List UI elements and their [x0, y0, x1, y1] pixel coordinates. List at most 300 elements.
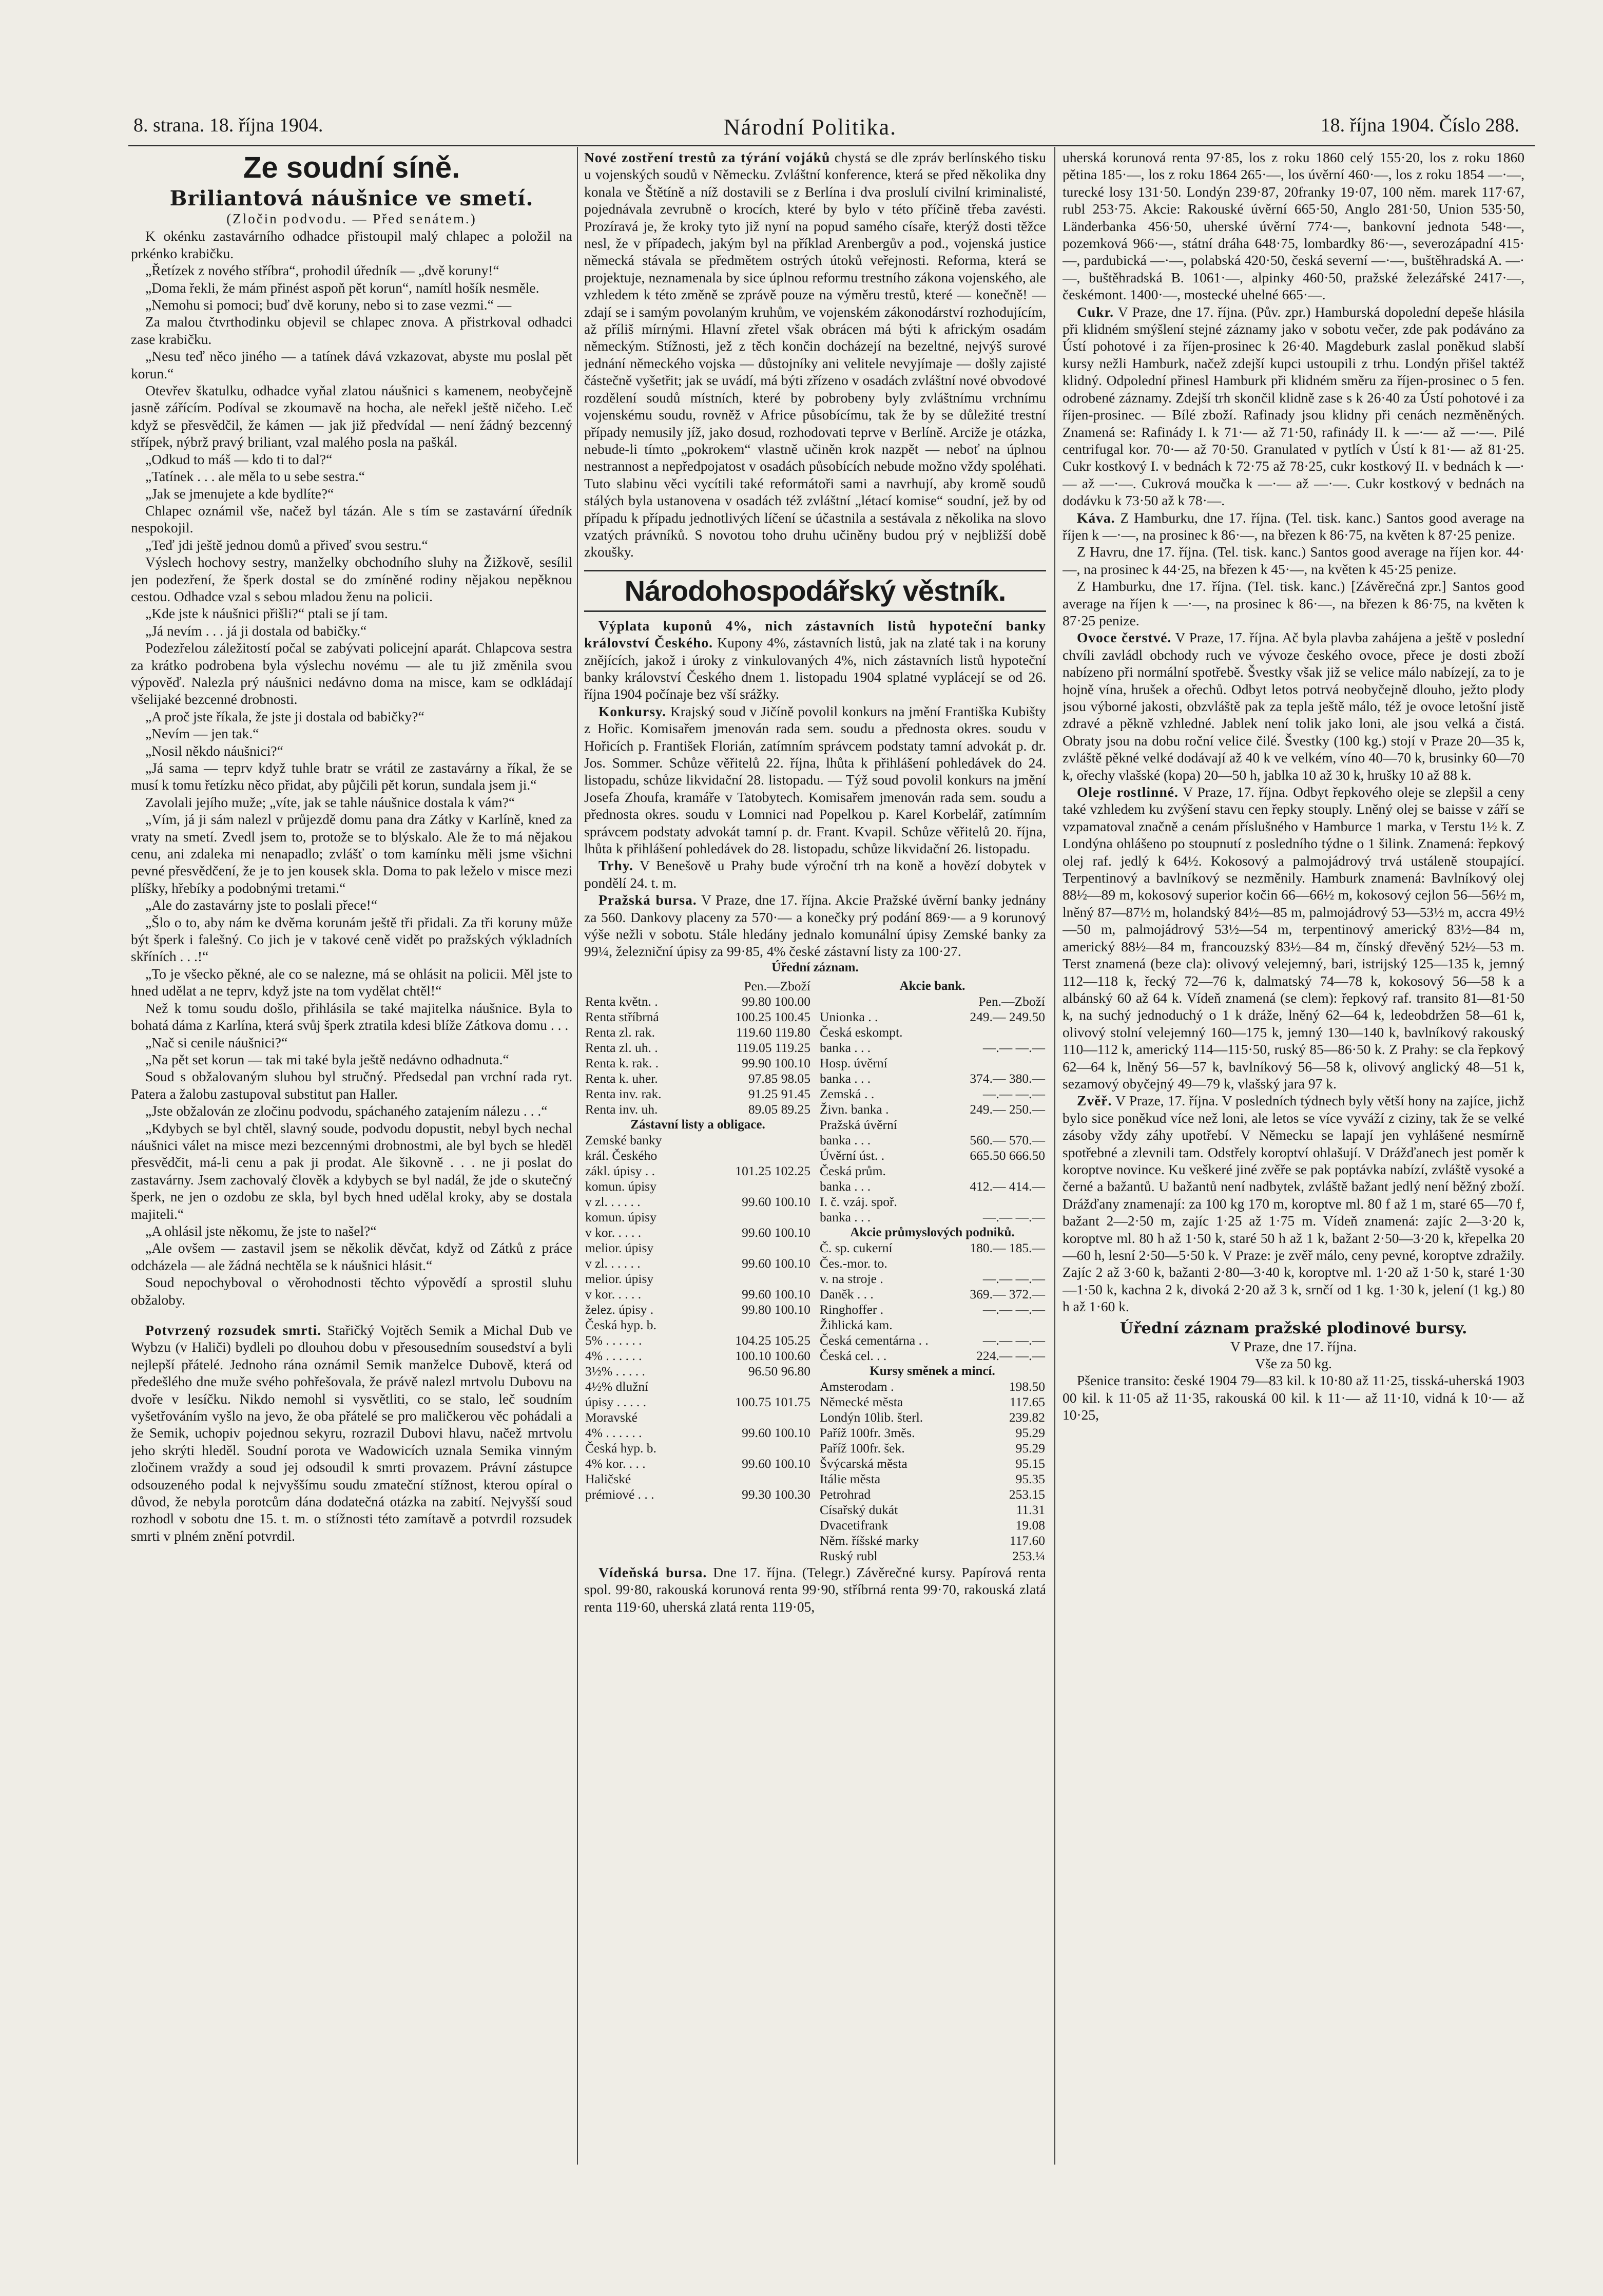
row-label: Itálie města — [820, 1471, 881, 1486]
row-value: 19.08 — [1015, 1517, 1045, 1533]
row-value: 239.82 — [1009, 1409, 1045, 1425]
table-row — [819, 1502, 1046, 1518]
column-markets — [1063, 149, 1524, 2161]
row-value: 249.— 249.50 — [970, 1009, 1045, 1024]
row-value: 560.— 570.— — [970, 1132, 1045, 1147]
row-label: Haličské — [585, 1471, 631, 1486]
table-row — [819, 1410, 1046, 1425]
table-row — [584, 1471, 812, 1487]
table-row — [584, 1009, 812, 1025]
article-paragraph: Soud s obžalovaným sluhou byl stručný. Předsedal pan vrchní rada ryt. Patera a žalobu zastupoval substitut pan Haller. — [131, 1068, 572, 1102]
article-paragraph: Chlapec oznámil vše, načež byl tázán. Ale s tím se zastavární úředník nespokojil. — [131, 502, 572, 536]
row-value: 97.85 98.05 — [748, 1070, 810, 1086]
row-label: 3½% . . . . . — [585, 1363, 645, 1379]
article-text: V Benešově u Prahy bude výroční trh na koně a hovězí dobytek v pondělí 24. t. m. — [584, 857, 1046, 891]
table-row — [584, 1394, 812, 1410]
article-paragraph: uherská korunová renta 97·85, los z roku 1860 celý 155·20, los z roku 1860 pětina 185·—, los z roku 1864 265·—, los úvěrní 460·—, los z roku 1854 —·—, turecké losy 131·50. Londýn 239·87, 20franky 19·07, 100 něm. marek 117·67, rubl 253·75. Akcie: Rakouské úvěrní 665·50, Anglo 281·50, Union 535·50, Länderbanka 456·50, uherské úvěrní 774·—, bankovní jednota 548·—, pozemková 966·—, státní dráha 648·75, lombardky 86·—, severozápadní 415·—, pardubická —·—, polabská 420·50, česká severní —·—, buštěhradská A. —·—, buštěhradská B. 1061·—, alpinky 460·50, pražské železářské 2417·—, českémont. 1400·—, mostecké uhelné 665·—. — [1063, 149, 1524, 303]
row-label: Čes.-mor. to. — [820, 1255, 887, 1271]
row-value: 253.15 — [1009, 1486, 1045, 1502]
row-value — [699, 1179, 812, 1194]
article-title: Cukr. — [1077, 303, 1114, 320]
row-value: 374.— 380.— — [970, 1070, 1045, 1086]
row-label: Císařský dukát — [820, 1502, 898, 1517]
row-label: Pražská úvěrní — [820, 1117, 897, 1132]
article-paragraph: „Kdybych se byl chtěl, slavný soude, podvodu dopustit, nebyl bych nechal náušnici válet na misce mezi bezcennými drobnostmi, ale byl bych se hleděl přesvědčit, má-li cenu a pak ji prodat. Ale šikovně . . . ne ji poslat do zastavárny. Jsem zachovalý člověk a kdybych se byl nadál, že jde o skutečný šperk, ne jen o ozdobu ze skla, byl bych hned udělal kroky, aby se dostala majiteli.“ — [131, 1120, 572, 1222]
table-row — [819, 1379, 1046, 1394]
article-paragraph: „Tatínek . . . ale měla to u sebe sestra.“ — [145, 468, 365, 485]
row-label: Německé města — [820, 1394, 903, 1409]
table-row — [819, 1148, 1046, 1163]
table-row — [584, 1040, 812, 1056]
row-value — [699, 1133, 812, 1148]
article-title: Zvěř. — [1077, 1093, 1112, 1109]
article-paragraph: „Nač si cenile náušnici?“ — [145, 1034, 288, 1050]
row-value — [699, 1210, 812, 1225]
table-subtitle: Akcie bank. — [899, 979, 965, 993]
table-row — [584, 1410, 812, 1425]
article-text: V Praze, dne 17. října. Akcie Pražské úvěrní banky jednány za 560. Dankovy placeny za 570·— a konečky prý podání 869·— a 9 korunový výše nežli v sobotu. Stále hledány jednalo komunální úpisy Zemské banky za 99¼, železniční úpisy za 99·85, 4% české zástavní listy za 100·27. — [584, 892, 1046, 960]
row-value: 91.25 91.45 — [748, 1086, 810, 1101]
table-row — [819, 1348, 1046, 1364]
row-label: Moravské — [585, 1409, 638, 1425]
row-label: Česká cel. . . — [820, 1348, 887, 1363]
table-header-row — [584, 979, 812, 994]
row-value: —.— —.— — [982, 1302, 1045, 1317]
table-row — [819, 1271, 1046, 1287]
table-row — [819, 1240, 1046, 1256]
table-header-row — [819, 994, 1046, 1009]
row-label: Petrohrad — [820, 1486, 871, 1502]
table-row — [819, 1163, 1046, 1179]
row-label: Česká eskompt. — [820, 1024, 903, 1040]
article-paragraph: „To je všecko pěkné, ale co se nalezne, má se ohlásit na policii. Měl jste to hned udělat a ne teprv, když jste na tom vydělat chtěl!“ — [131, 965, 572, 999]
row-label: melior. úpisy — [585, 1240, 654, 1255]
table-row — [584, 1225, 812, 1240]
table-row — [584, 1333, 812, 1348]
row-value: 249.— 250.— — [970, 1101, 1045, 1117]
row-label: komun. úpisy — [585, 1178, 656, 1194]
article-paragraph — [584, 1564, 1046, 1615]
row-label: Unionka . . — [820, 1009, 878, 1024]
row-value — [699, 1410, 812, 1425]
row-label: v kor. . . . . — [585, 1224, 642, 1240]
table-row — [819, 1317, 1046, 1333]
column-divider — [1054, 147, 1055, 2165]
table-row — [819, 1394, 1046, 1410]
article-paragraph — [1063, 783, 1524, 1092]
table-row — [819, 1179, 1046, 1194]
table-row — [819, 1117, 1046, 1133]
row-value: 117.60 — [1009, 1533, 1045, 1548]
row-value: 117.65 — [1009, 1394, 1045, 1409]
row-label: Renta květn. . — [585, 993, 658, 1009]
row-label: Č. sp. cukerní — [820, 1240, 893, 1255]
table-subtitle: Akcie průmyslových podniků. — [850, 1225, 1015, 1239]
article-paragraph: „Řetízek z nového stříbra“, prohodil úředník — „dvě koruny!“ — [145, 262, 499, 279]
article-title: Nové zostření trestů za týrání vojáků — [584, 149, 831, 165]
table-row — [819, 1133, 1046, 1148]
table-row — [819, 1441, 1046, 1456]
table-row — [584, 1348, 812, 1364]
table-header-cell: Pen.—Zboží — [978, 993, 1045, 1009]
row-value: 89.05 89.25 — [748, 1101, 810, 1117]
article-paragraph — [584, 857, 1046, 891]
article-title: Výplata kuponů 4%, nich zástavních listů hypoteční banky království Českého. — [584, 617, 1046, 651]
header-left: 8. strana. 18. října 1904. — [133, 114, 323, 136]
row-value: 198.50 — [1009, 1379, 1045, 1394]
row-label: Česká hyp. b. — [585, 1317, 656, 1332]
article-paragraph: Než k tomu soudu došlo, přihlásila se také majitelka náušnice. Byla to bohatá dáma z Karlína, která svůj šperk ztratila kdesi blíže Zátkova domu . . . — [131, 1000, 572, 1034]
row-value: 101.25 102.25 — [735, 1163, 810, 1178]
table-row — [584, 1210, 812, 1225]
table-row — [584, 1102, 812, 1117]
row-label: Amsterodam . — [820, 1379, 894, 1394]
row-value — [938, 1056, 1046, 1071]
table-row — [819, 1210, 1046, 1225]
row-value: 11.31 — [1016, 1502, 1045, 1517]
row-label: Česká prům. — [820, 1163, 886, 1178]
article-title: Potvrzený rozsudek smrti. — [145, 1322, 322, 1338]
table-subtitle: Zástavní listy a obligace. — [630, 1117, 765, 1132]
row-label: Londýn 10lib. šterl. — [820, 1409, 923, 1425]
row-label: melior. úpisy — [585, 1271, 654, 1286]
row-value: —.— —.— — [982, 1332, 1045, 1348]
article-paragraph: Z Hamburku, dne 17. října. (Tel. tisk. kanc.) [Závěrečná zpr.] Santos good average na říjen k —·—, na prosinec k 86·—, na březen k 86·75, na květen k 87·25 penize. — [1063, 578, 1524, 628]
article-text: V Praze, dne 17. října. (Pův. zpr.) Hamburská dopolední depeše hlásila při klidném smýšlení stejné záznamy jako v sobotu večer, zde pak podáváno za Ústí pohotové i za říjen-prosinec k 26·40. Magdeburk zaslal poněkud slabší kursy nežli Hamburk, načež zdejší kupci ustoupili z trhu. Londýn přišel taktéž klidný. Odpolední přinesl Hamburk při klidném směru za říjen-prosinec o 5 fen. odrobené záznamy. Zdejší trh skončil klidně zase s k 26·40 za Ústí pohotové i za říjen-prosinec. — Bílé zboží. Rafinady jsou klidny při cenách nezměněných. Znamená se: Rafinády I. k 71·— až 71·50, rafinády II. k —·— až —·—. Pilé centrifugal kor. 70·— až 70·50. Granulated v pytlích v Ústí k 81·— až 81·25. Cukr kostkový I. v bednách k 72·75 až 78·25, cukr kostkový II. v bednách k —·— až —·—. Cukrová moučka k —·— až —·—. Cukr kostkový v bednách na dodávku k 73·50 až k 78·—. — [1063, 303, 1524, 509]
table-row — [584, 1271, 812, 1287]
row-value — [699, 1441, 812, 1456]
table-row — [584, 1287, 812, 1302]
row-value — [938, 1117, 1046, 1133]
table-row — [584, 1456, 812, 1471]
column-court — [131, 149, 572, 2161]
row-label: v kor. . . . . — [585, 1286, 642, 1302]
row-label: 4% . . . . . . — [585, 1348, 642, 1363]
row-value: —.— —.— — [982, 1209, 1045, 1224]
row-value: 119.05 119.25 — [736, 1040, 810, 1055]
row-label: Česká hyp. b. — [585, 1440, 656, 1456]
article-paragraph: „Na pět set korun — tak mi také byla ještě nedávno odhadnuta.“ — [145, 1051, 509, 1067]
table-header-cell — [819, 994, 938, 1009]
article-paragraph: „Vím, já ji sám nalezl v průjezdě domu pana dra Zátky v Karlíně, kned za vraty na smetí. Zvedl jsem to, protože se to blýskalo. Ale že to má nějakou cenu, ani zdaleka mi nenapadlo; zvlášť o tom kamínku měli jsme všichni pevné přesvědčení, že je to jen kousek skla. Doma to pak leželo v misce mezi plíšky, hřebíky a podobnými tretami.“ — [131, 811, 572, 896]
article-text: Z Hamburku, dne 17. října. (Tel. tisk. kanc.) Santos good average na říjen k —·—, na prosinec k 86·—, na březen k 86·75, na květen k 87·25 penize. — [1063, 509, 1524, 543]
article-paragraph — [1063, 303, 1524, 509]
row-label: Švýcarská města — [820, 1456, 907, 1471]
row-value — [953, 1256, 1046, 1271]
table-row — [584, 1240, 812, 1256]
table-header-cell — [584, 979, 699, 994]
article-title: Trhy. — [598, 857, 633, 874]
row-label: Renta k. rak. . — [585, 1055, 659, 1070]
row-value — [699, 1471, 812, 1487]
row-value: 99.60 100.10 — [742, 1194, 810, 1209]
table-row — [584, 1056, 812, 1071]
table-row — [819, 1086, 1046, 1102]
row-value: 95.29 — [1015, 1425, 1045, 1440]
article-subtitle: (Zločin podvodu. — Před senátem.) — [226, 211, 477, 226]
article-paragraph: Podezřelou záležitostí počal se zabývati policejní aparát. Chlapcova sestra za krátko podrobena byla výslechu novému — ale tu již změnila svou výpověď. Nalezla prý náušnici nedávno doma na misce, kam se odkládají všelijaké bezcenné drobnosti. — [131, 640, 572, 707]
row-label: Zemské banky — [585, 1132, 662, 1147]
article-paragraph: „Ale ovšem — zastavil jsem se několik děvčat, když od Zátků z práce odcházela — ale žádná nechtěla se k náušnici hlásit.“ — [131, 1240, 572, 1273]
row-value: 99.30 100.30 — [742, 1486, 810, 1502]
table-row — [584, 1071, 812, 1086]
row-value: 95.29 — [1015, 1440, 1045, 1456]
table-row — [819, 1025, 1046, 1040]
row-label: želez. úpisy . — [585, 1302, 654, 1317]
row-label: Žihlická kam. — [820, 1317, 893, 1332]
article-paragraph — [1063, 1092, 1524, 1315]
row-value: 96.50 96.80 — [748, 1363, 810, 1379]
row-value: 253.¼ — [1012, 1548, 1045, 1563]
article-text: Kupony 4%, zástavních listů, jak na zlaté tak i na koruny znějících, jakož i úroky z vinkulovaných 4%, nich zástavních listů hypoteční banky království Českého dnem 1. listopadu 1904 splatné vyplácejí se od 26. října 1904 počínaje bez vší srážky. — [584, 635, 1046, 702]
section-title: Národohospodářský věstník. — [584, 570, 1046, 612]
table-row — [819, 1471, 1046, 1487]
masthead: Národní Politika. — [724, 114, 897, 140]
row-label: Renta inv. rak. — [585, 1086, 662, 1101]
table-row — [819, 1102, 1046, 1117]
row-label: banka . . . — [820, 1040, 871, 1055]
row-value: 99.60 100.10 — [742, 1286, 810, 1302]
header-rule — [128, 145, 1535, 146]
article-paragraph: „Já nevím . . . já ji dostala od babičky.“ — [145, 622, 367, 639]
row-value: 224.— —.— — [976, 1348, 1045, 1363]
row-value — [699, 1317, 812, 1333]
article-text: chystá se dle zpráv berlínského tisku u vojenských soudů v Německu. Zvláštní konference, která se před několika dny konala ve Štětíně a níž dostavili se z Berlína i dva proslulí civilní kriminalisté, pojednávala zevrubně o krocích, které by bylo v této příčině třeba zavésti. Prozíravá je, že kroky tyto již nyní na popud samého císaře, kterýž dosti těžce nesl, že v případech, jakým byl na příklad Arenbergův a pod., vojenská justice německá stávala se předmětem ostrých útoků veřejnosti. Reforma, která se projektuje, neznamenala by sice úplnou reformu trestního zákona vojenského, ale vzhledem k této změně se zprávě pouze na výměru trestů, které — konečně! — zdají se i samým povolaným kruhům, ve vojenském zákonodárství rozhodujícím, až příliš mírnými. Hlavní zřetel však obrácen má býti k africkým osadám německým. Stížnosti, jež z těch končin docházejí na bezeltné, nejvýš surové jednání německého vojska — důstojníky ani velitele nevyjímaje — došly zajisté částečně vyšetřit; jak se uvádí, má býti zřízeno v osadách zvláštní nové obvodové rozdělení soudů místních, které by pobrobeny byly zvláštnímu vrchnímu vojenskému soudu, rovněž v Africe působícímu, tak že by se důležité trestní případy nemusily jíž, jako dosud, rozhodovati teprve v Berlíně. Arciže je otázka, nebude-li tímto „pokrokem“ vlastně učiněn krok nazpět — neboť na úplnou nestrannost a nepředpojatost v osadách působících nebude možno vždy spoléhati. Tuto slabinu věci vycítili také reformátoři sami a navrhují, aby kromě soudů stálých byla ustanovena v osadách též zvláštní „létací komise“ soudní, jež by od případu k případu jednotlivých líčení se účastnila a sestávala z několika na slovo vzatých právníků. S novotou toho druhu učiněny budou prý v nejbližší době zkoušky. — [584, 149, 1046, 560]
row-label: král. Českého — [585, 1147, 658, 1163]
article-paragraph — [584, 891, 1046, 960]
article-paragraph: „Doma řekli, že mám přinést aspoň pět korun“, namítl hošík nesměle. — [145, 279, 539, 296]
row-value — [699, 1240, 812, 1256]
article-paragraph — [1063, 509, 1524, 544]
article-text: Dne 17. října. (Telegr.) Závěrečné kursy. Papírová renta spol. 99·80, rakouská korunová renta 99·90, stříbrná renta 99·70, rakouská zlatá renta 119·60, uherská zlatá renta 119·05, — [584, 1564, 1046, 1615]
article-text: V Praze, 17. října. V posledních týdnech byly větší hony na zajíce, jichž bylo sice poněkud více než loni, ale letos se více vyváží z ciziny, tak že se velké zásoby vždy záhy upotřebí. V Německu se lapají jen vyhlášené nesmírně spotřebné a zlevnili tam. Odstřely koroptví ohlašují. V Drážďanech jest poměr k koroptve novince. Ku veškeré jiné zvěře se pak poptávka nabízí, zvláště vysoké a černé a bažantů. U bažantů není nadbytek, zvláště bažant jedlý není běžný zboží. Drážďany znamenají: za 100 kg 170 m, koroptve ml. 80 f až 1 m, staré 65—70 f, bažant 2—2·50 m, zajíc 1·25 až 1·75 m. Vídeň znamená: zajíc 2—3·20 k, koroptve ml. 80 h až 1·50 k, staré 50 h až 1 k, bažant 2·50—3·20 k, křepelka 20—60 h, lesní 2·50—5·50 k. V Praze: je zvěř málo, ceny pevné, koroptve zdražily. Zajíc 2 až 3·60 k, bažanti 2·80—3·40 k, koroptve ml. 1·20 až 1·50 k, staré 1·30—1·50 k, kachna 2 k, divoká 2·20 až 3 k, srnčí od 1 kg. 1·30 k, jelení (1 kg.) 80 h až 1·60 k. — [1063, 1093, 1524, 1315]
article-paragraph: „A proč jste říkala, že jste ji dostala od babičky?“ — [145, 708, 424, 724]
article-text: V Praze, 17. října. Odbyt řepkového oleje se zlepšil a ceny také vzhledem ku zvýšení stavu cen řepky stouply. Lněný olej se baisse v září se vzpamatoval značně a cenám příslušného v Hamburce 1 marka, v Terstu 1½ k. Z Londýna ohlášeno po stoupnutí z posledního týdne o 1 šilink. Znamená: řepkový olej raf. jedlý k 64½. Kokosový a palmojádrový trvá ustáleně stoupající. Terpentinový a bavlníkový se nezměnily. Hamburk znamená: Bavlníkový olej 88½—89 m, kokosový superior kočin 66—66½ m, kokosový cejlon 56—56½ m, lněný 87—87½ m, holandský 84½—85 m, palmojádrový 53—53½ m, accra 49½—50 m, palmojádrový 53½—54 m, terpentinový americký 83½—84 m, americký 88½—84 m, francouzský 83½—84 m, čínský dřevěný 52½—53 m. Terst znamená (beze cla): olivový velejemný, bari, istrijský 125—135 k, jemný 112—118 k, řecký 72—76 k, dalmatský 74—78 k, kokosový 56—58 k a albánský 60 až 64 k. Vídeň znamená (se clem): řepkový raf. transito 81—81·50 k, na suchý jednoduchý o 1 k dráže, lněný 62—64 k, ledeobdržen 58—61 k, olivový stolní velejemný 160—175 k, jemný 130—140 k, bavlníkový rakouský 110—112 k, americký 114—115·50, ruský 85—86·50 k. Z Prahy: se cla řepkový 62—64 k, lněný 56—57 k, bavlníkový 56—58 k, olivový anglický 48—51 k, sezamový obyčejný 49—79 k, vlašský jara 97 k. — [1063, 784, 1524, 1092]
article-title: Konkursy. — [598, 703, 667, 719]
table-title: Úřední záznam. — [771, 960, 859, 974]
table-row — [819, 1040, 1046, 1056]
row-value — [938, 1194, 1046, 1210]
row-value: 99.60 100.10 — [742, 1456, 810, 1471]
table-row — [819, 1487, 1046, 1502]
row-value: 99.60 100.10 — [742, 1255, 810, 1271]
article-paragraph: „Teď jdi ještě jednou domů a přiveď svou sestru.“ — [145, 537, 428, 553]
article-paragraph: „Odkud to máš — kdo ti to dal?“ — [145, 451, 333, 467]
article-title: Pražská bursa. — [598, 892, 697, 908]
table-row — [584, 1302, 812, 1317]
row-value: 119.60 119.80 — [736, 1024, 810, 1040]
row-label: I. č. vzáj. spoř. — [820, 1194, 897, 1209]
article-paragraph: Otevřev škatulku, odhadce vyňal zlatou náušnici s kamenem, neobyčejně jasně zářícím. Podíval se zkoumavě na hocha, ale neřekl ještě ničeho. Leč když se přesvědčil, že kámen — jak již předvídal — není žádný bezcenný střípek, nýbrž pravý briliant, vzal malého posla na paškál. — [131, 382, 572, 450]
row-label: Živn. banka . — [820, 1101, 889, 1117]
row-value: 95.15 — [1015, 1456, 1045, 1471]
article-paragraph: „Kde jste k náušnici přišli?“ ptali se jí tam. — [145, 605, 388, 622]
row-value — [938, 1025, 1046, 1040]
table-row — [584, 1148, 812, 1163]
row-value — [699, 1148, 812, 1163]
table-row — [584, 1317, 812, 1333]
article-paragraph: „Nesu teď něco jiného — a tatínek dává vzkazovat, abyste mu poslal pět korun.“ — [131, 348, 572, 381]
article-paragraph: „Nemohu si pomoci; buď dvě koruny, nebo si to zase vezmi.“ — — [145, 297, 512, 313]
row-label: 5% . . . . . . — [585, 1332, 642, 1348]
article-paragraph: K okénku zastavárního odhadce přistoupil malý chlapec a položil na prkénko krabičku. — [131, 228, 572, 261]
article-paragraph: „Ale do zastavárny jste to poslali přece!“ — [145, 897, 378, 913]
row-label: Paříž 100fr. šek. — [820, 1440, 905, 1456]
row-value: 369.— 372.— — [970, 1286, 1045, 1302]
header-right: 18. října 1904. Číslo 288. — [1320, 114, 1519, 136]
row-value — [699, 1379, 812, 1394]
row-label: komun. úpisy — [585, 1209, 656, 1224]
article-paragraph: „Nevím — jen tak.“ — [145, 725, 259, 742]
article-paragraph: Pšenice transito: české 1904 79—83 kil. k 10·80 až 11·25, tisská-uherská 1903 00 kil. k 11·05 až 11·35, rakouská 00 kil. k 11·— až 11·10, vidná k 10·— až 10·25, — [1063, 1372, 1524, 1423]
row-value: 104.25 105.25 — [735, 1332, 810, 1348]
column-divider — [577, 147, 578, 2165]
row-label: Renta k. uher. — [585, 1070, 658, 1086]
row-value: 99.60 100.10 — [742, 1425, 810, 1440]
table-row — [819, 1425, 1046, 1441]
row-label: 4% kor. . . . — [585, 1456, 646, 1471]
row-label: Renta stříbrná — [585, 1009, 659, 1024]
table-row — [819, 1071, 1046, 1086]
row-label: Daněk . . . — [820, 1286, 874, 1302]
article-paragraph: „Já sama — teprv když tuhle bratr se vrátil ze zastavárny a říkal, že se musí k tomu řetízku něco přidat, aby půjčili pět korun, sundala jsem ji.“ — [131, 760, 572, 793]
row-value: —.— —.— — [982, 1040, 1045, 1055]
article-paragraph: Soud nepochyboval o věrohodnosti těchto výpovědí a sprostil sluhu obžaloby. — [131, 1274, 572, 1308]
article-paragraph: Výslech hochovy sestry, manželky obchodního sluhy na Žižkově, sesílil jen podezření, že šperk dostal se do zmíněné rodiny nějakou nepěknou cestou. Odhadce vzal s sebou mladou ženu na policii. — [131, 554, 572, 604]
row-value: 665.50 666.50 — [970, 1147, 1045, 1163]
article-text: V Praze, 17. října. Ač byla plavba zahájena a ještě v poslední chvíli zavládl obchody ruch ve vývoze českého ovoce, přece je dosti zboží nabízeno při normální spotřebě. Švestky však již se velice málo nabízejí, za to je hojně vína, hrušek a ořechů. Odbyt letos potrvá neobyčejně dlouho, ježto plody jsou výborné jakosti, obzvláště pak za tepla ještě málo, též je ovoce letošní jistě zdravé a pěkně vzhledné. Jablek není tolik jako loni, ale jsou velká a čistá. Obraty jsou na dobu roční velice čilé. Švestky (100 kg.) stojí v Praze 20—35 k, zvláště pěkné velké dodávají až 40 k ve velkém, víno 40—70 k, brusinky 60—70 k, ořechy vlašské (kopa) 20—50 h, jablka 10 až 30 k, hrušky 10 až 88 k. — [1063, 629, 1524, 783]
table-row — [819, 1056, 1046, 1071]
table-row — [584, 1133, 812, 1148]
row-label: Renta inv. uh. — [585, 1101, 658, 1117]
row-label: Něm. říšské marky — [820, 1533, 919, 1548]
row-value: 99.80 100.10 — [742, 1302, 810, 1317]
table-row — [584, 1179, 812, 1194]
article-paragraph: Za malou čtvrthodinku objevil se chlapec znova. A přistrkoval odhadci zase krabičku. — [131, 314, 572, 347]
table-row — [584, 1256, 812, 1271]
table-row — [584, 1025, 812, 1040]
row-label: banka . . . — [820, 1209, 871, 1224]
row-value: 100.75 101.75 — [735, 1394, 810, 1409]
article-subtitle: Vše za 50 kg. — [1255, 1355, 1332, 1372]
row-value: 95.35 — [1015, 1471, 1045, 1486]
row-value — [953, 1317, 1046, 1333]
table-row — [819, 1548, 1046, 1564]
article-paragraph: Z Havru, dne 17. října. (Tel. tisk. kanc.) Santos good average na říjen kor. 44·—, na prosinec k 44·25, na březen k 45·—, na květen k 45·25 penize. — [1063, 544, 1524, 577]
article-title: Káva. — [1077, 509, 1115, 526]
row-label: úpisy . . . . . — [585, 1394, 647, 1409]
row-label: Renta zl. rak. — [585, 1024, 655, 1040]
row-value: 99.60 100.10 — [742, 1224, 810, 1240]
row-label: banka . . . — [820, 1070, 871, 1086]
table-row — [584, 1163, 812, 1179]
table-row — [584, 1441, 812, 1456]
table-row — [584, 1379, 812, 1394]
row-label: Dvacetifrank — [820, 1517, 889, 1533]
row-label: 4% . . . . . . — [585, 1425, 642, 1440]
article-text: Stařičký Vojtěch Semik a Michal Dub ve Wybzu (v Haliči) bydleli po dlouhou dobu v přesousedním sousedství a byli nejlepší přátelé. Jednoho rána oznámil Semik manželce Dubově, která od předešlého dne muže svého pohřešovala, že právě nalezl mrtvolu Dubovu na dvoře v lesíčku. Nikdo nemohl si vysvětliti, co se stalo, leč soudním vyšetřováním vyšlo na jevo, že oba přátelé se pro maličkerou věc pohádali a že Semik, uchopiv pojednou sekyru, rozrazil Dubovi hlavu, načež mrtvolu jeho skrýti hleděl. Soudní porota ve Wadowicích uznala Semika vinným zločinem vraždy a soud jej odsoudil k smrti provazem. Právní zástupce odsouzeného podal k nejvyššímu soudu zmateční stížnost, kterou opíral o důvod, že nebyla porotcům dána dodatečná otázka na zabití. Nejvyšší soud rozhodl v sobotu dne 15. t. m. o stížnosti této zamítavě a potvrdil rozsudek smrti v plném znění potvrdil. — [131, 1322, 572, 1544]
row-value — [699, 1271, 812, 1287]
article-title: Úřední záznam pražské plodinové bursy. — [1119, 1319, 1467, 1337]
article-paragraph: „Jste obžalován ze zločinu podvodu, spáchaného zatajením nálezu . . .“ — [145, 1103, 548, 1119]
article-title: Briliantová náušnice ve smetí. — [169, 186, 534, 211]
row-value: 412.— 414.— — [970, 1178, 1045, 1194]
row-label: Hosp. úvěrní — [820, 1055, 887, 1070]
table-row — [584, 1086, 812, 1102]
table-row — [819, 1287, 1046, 1302]
row-label: v zl. . . . . . — [585, 1255, 641, 1271]
table-row — [584, 994, 812, 1009]
table-row — [819, 1518, 1046, 1533]
table-subtitle: Kursy směnek a mincí. — [870, 1364, 995, 1378]
table-row — [819, 1256, 1046, 1271]
row-value — [938, 1163, 1046, 1179]
article-paragraph: „A ohlásil jste někomu, že jste to našel?“ — [145, 1222, 377, 1239]
article-title: Ovoce čerstvé. — [1077, 629, 1172, 646]
row-value: 99.80 100.00 — [742, 993, 810, 1009]
row-value: 99.90 100.10 — [742, 1055, 810, 1070]
table-row — [819, 1009, 1046, 1025]
row-label: banka . . . — [820, 1132, 871, 1147]
article-paragraph: „Šlo o to, aby nám ke dvěma korunám ještě tři přidali. Za tři koruny může být šperk i falešný. Co jich je v takové ceně vidět po pražských výkladních skříních . . .!“ — [131, 914, 572, 965]
row-label: 4½% dlužní — [585, 1379, 649, 1394]
row-value: 180.— 185.— — [970, 1240, 1045, 1255]
article-text: Krajský soud v Jičíně povolil konkurs na jmění Františka Kubišty z Hořic. Komisařem jmenován rada sem. soudu a přednosta okres. soudu v Hořicích p. František Florián, zatímním správcem podstaty tamní advokát p. dr. Jos. Sommer. Schůze věřitelů 22. října, lhůta k přihlášení pohledávek do 24. listopadu, schůze likvidační 28. listopadu. — Týž soud povolil konkurs na jmění Josefa Zhoufa, kramáře v Tatobytech. Komisařem jmenován rada sem. soudu a přednosta okres. soudu v Lomnici nad Popelkou p. Karel Korbelář, zatímním správcem podstaty advokát tamní p. dr. Frant. Kvapil. Schůze věřitelů 20. října, lhůta k přihlášení pohledávek do 28. listopadu, schůze likvidační 26. listopadu. — [584, 703, 1046, 857]
row-label: Česká cementárna . . — [820, 1332, 929, 1348]
row-label: v zl. . . . . . — [585, 1194, 641, 1209]
table-header-cell: Pen.—Zboží — [744, 978, 810, 993]
row-label: prémiové . . . — [585, 1486, 654, 1502]
row-label: Paříž 100fr. 3měs. — [820, 1425, 915, 1440]
quote-tables — [584, 979, 1046, 1564]
table-row — [584, 1364, 812, 1379]
table-row — [584, 1194, 812, 1210]
table-row — [584, 1425, 812, 1441]
article-body — [131, 227, 572, 1308]
article-paragraph — [584, 703, 1046, 857]
row-label: v. na stroje . — [820, 1271, 883, 1286]
row-value: 100.10 100.60 — [735, 1348, 810, 1363]
column-news-economy — [584, 149, 1046, 2161]
row-value: 100.25 100.45 — [735, 1009, 810, 1024]
row-label: Úvěrní úst. . — [820, 1147, 885, 1163]
table-row — [819, 1333, 1046, 1348]
table-row — [819, 1456, 1046, 1471]
row-value: —.— —.— — [982, 1086, 1045, 1101]
row-label: zákl. úpisy . . — [585, 1163, 655, 1178]
article-title: Oleje rostlinné. — [1077, 784, 1179, 800]
article-paragraph: Zavolali jejího muže; „víte, jak se tahle náušnice dostala k vám?“ — [145, 794, 515, 810]
table-row — [819, 1533, 1046, 1548]
article-paragraph — [1063, 629, 1524, 783]
table-row — [819, 1302, 1046, 1317]
row-label: Renta zl. uh. . — [585, 1040, 658, 1055]
section-title: Ze soudní síně. — [243, 151, 460, 184]
quote-table-right — [819, 979, 1046, 1564]
article-paragraph — [131, 1322, 572, 1544]
article-paragraph: „Jak se jmenujete a kde bydlíte?“ — [145, 485, 334, 502]
row-value: —.— —.— — [982, 1271, 1045, 1286]
article-paragraph — [584, 149, 1046, 561]
quote-table-left — [584, 979, 812, 1564]
row-label: banka . . . — [820, 1178, 871, 1194]
article-title: Vídeňská bursa. — [598, 1564, 707, 1580]
table-row — [819, 1194, 1046, 1210]
row-label: Ruský rubl — [820, 1548, 878, 1563]
article-paragraph: „Nosil někdo náušnici?“ — [145, 742, 283, 759]
article-paragraph — [584, 617, 1046, 703]
table-row — [584, 1487, 812, 1502]
